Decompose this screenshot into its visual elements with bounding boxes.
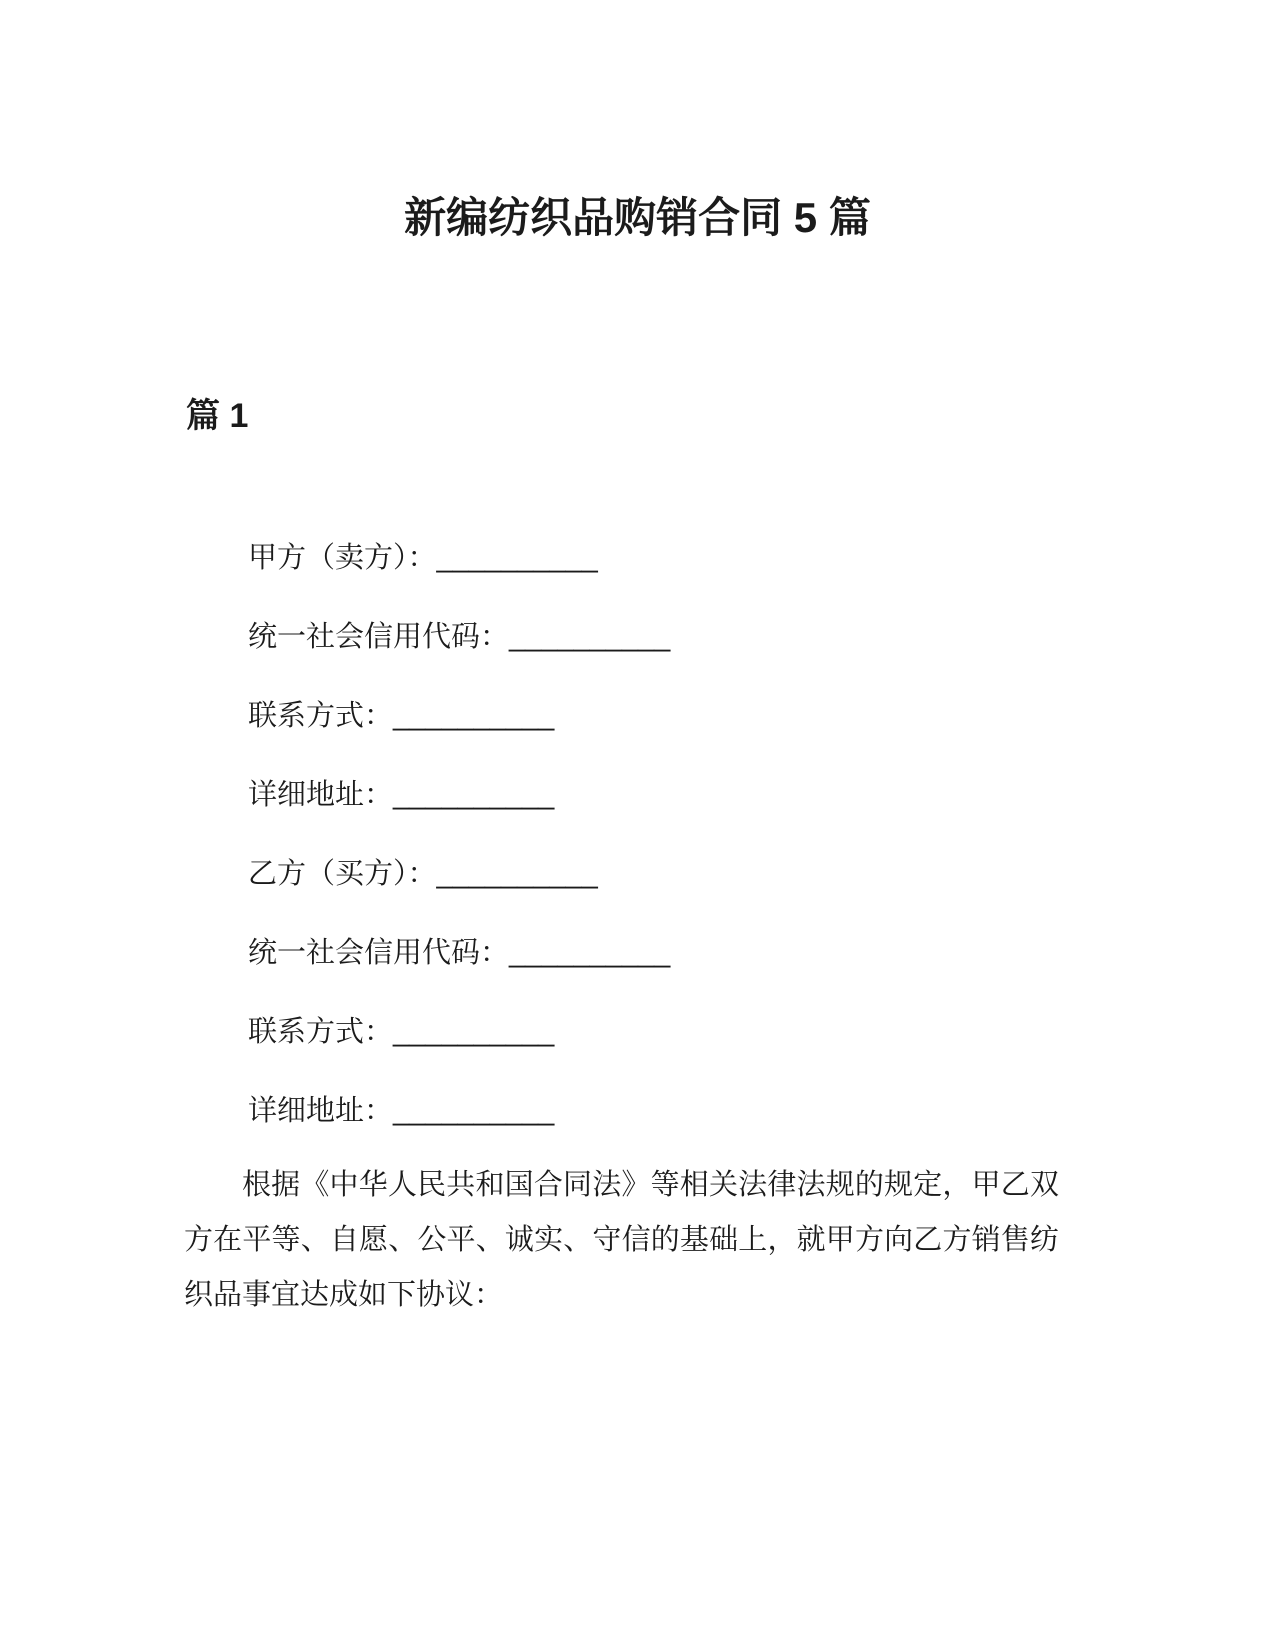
field-label: 统一社会信用代码：	[248, 937, 510, 969]
blank-underline: __________	[393, 700, 555, 732]
field-label: 乙方（买方）：	[248, 858, 437, 890]
blank-underline: __________	[393, 779, 555, 811]
field-label: 统一社会信用代码：	[248, 621, 510, 653]
form-line-address-a	[248, 781, 1059, 810]
form-line-party-b	[248, 860, 1059, 889]
blank-underline: __________	[436, 858, 598, 890]
form-line-contact-a	[248, 702, 1059, 731]
blank-underline: __________	[509, 937, 671, 969]
form-line-party-a	[248, 544, 1059, 573]
field-label: 联系方式：	[248, 1016, 394, 1048]
blank-underline: __________	[393, 1095, 555, 1127]
form-line-credit-code-b	[248, 939, 1059, 968]
intro-paragraph: 根据《中华人民共和国合同法》等相关法律法规的规定，甲乙双方在平等、自愿、公平、诚实、守信的基础上，就甲方向乙方销售纺织品事宜达成如下协议：	[184, 1169, 1059, 1311]
form-line-credit-code-a	[248, 623, 1059, 652]
document-title: 新编纺织品购销合同 5 篇	[404, 194, 871, 241]
field-label: 详细地址：	[248, 1095, 394, 1127]
section-heading: 篇 1	[186, 397, 249, 435]
blank-underline: __________	[436, 542, 598, 574]
field-label: 甲方（卖方）：	[248, 542, 437, 574]
form-line-contact-b	[248, 1018, 1059, 1047]
blank-underline: __________	[509, 621, 671, 653]
form-line-address-b	[248, 1097, 1059, 1126]
field-label: 联系方式：	[248, 700, 394, 732]
field-label: 详细地址：	[248, 779, 394, 811]
party-info-form	[184, 544, 1059, 1126]
blank-underline: __________	[393, 1016, 555, 1048]
